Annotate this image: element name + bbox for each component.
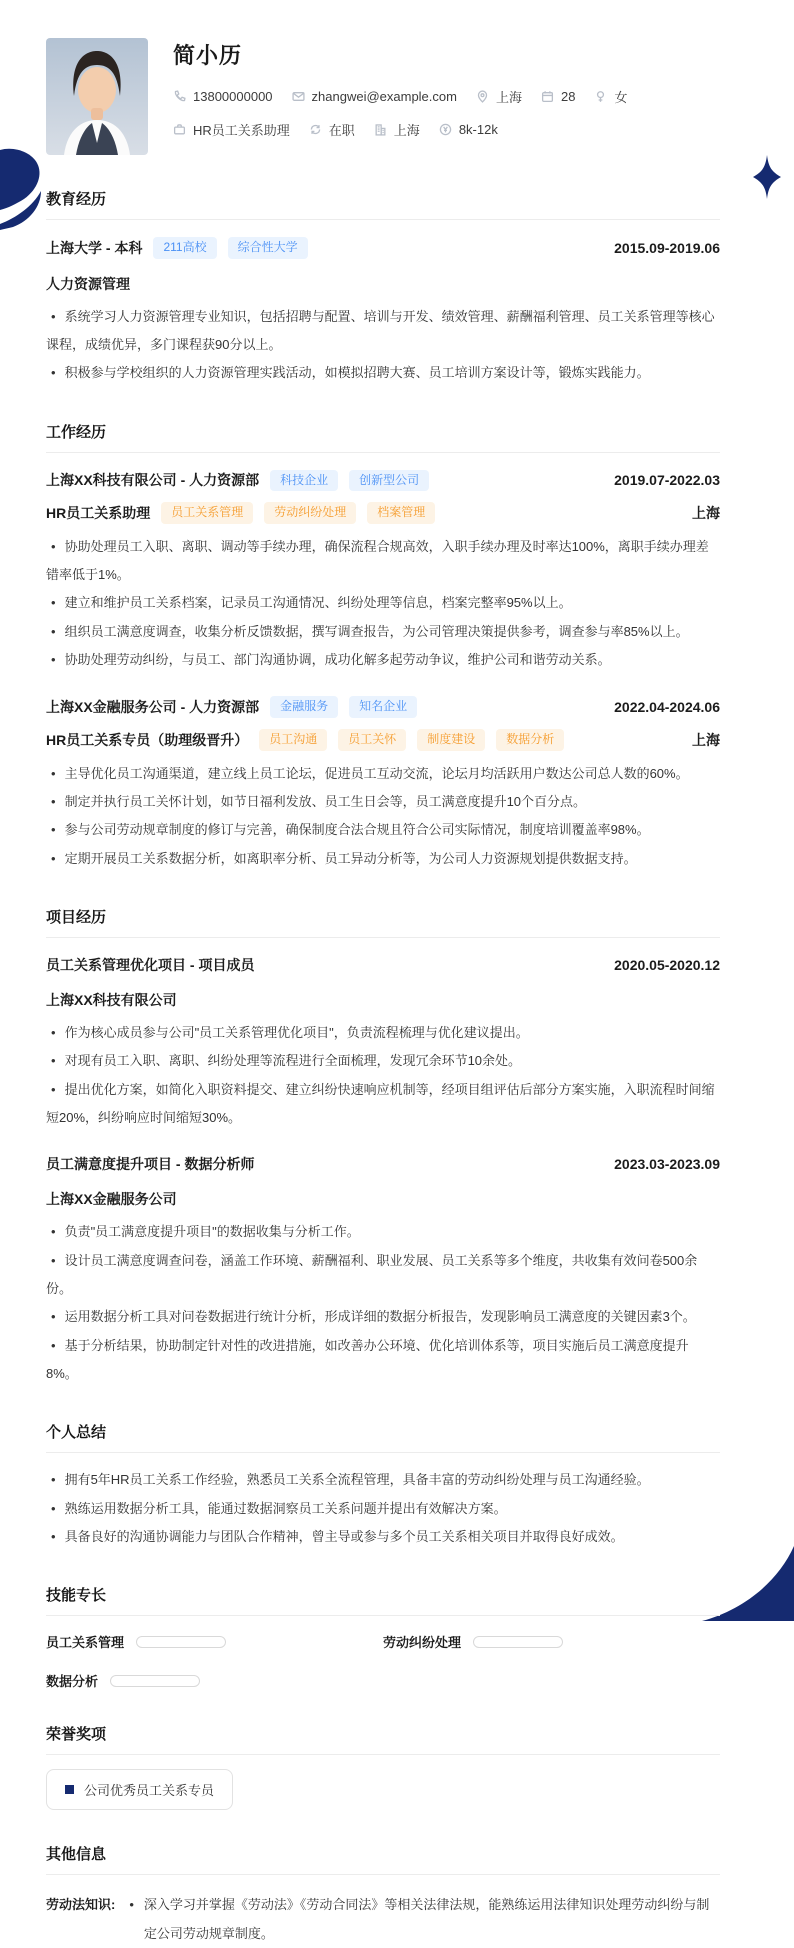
project-entry [46, 955, 720, 1132]
contact-gender: 女 [594, 87, 627, 106]
contact-row-1 [173, 87, 627, 106]
contact-age: 28 [541, 89, 575, 104]
job-bullet: • 定期开展员工关系数据分析，如离职率分析、员工异动分析等，为公司人力资源规划提供数据支持。 [51, 850, 637, 866]
skill-progress-bar [110, 1675, 200, 1687]
section-heading: 工作经历 [46, 421, 720, 453]
project-bullet: • 作为核心成员参与公司"员工关系管理优化项目"，负责流程梳理与优化建议提出。 [51, 1024, 529, 1040]
contact-email: zhangwei@example.com [292, 89, 457, 104]
contact-phone: 13800000000 [173, 89, 273, 104]
honor-text: 公司优秀员工关系专员 [84, 1783, 215, 1799]
skill-name: 员工关系管理 [46, 1635, 125, 1651]
project-bullet: • 负责"员工满意度提升项目"的数据收集与分析工作。 [51, 1224, 360, 1240]
section-honors [46, 1723, 720, 1810]
contact-city: 上海 [374, 120, 420, 139]
section-heading: 其他信息 [46, 1843, 720, 1875]
summary-bullet: • 拥有5年HR员工关系工作经验，熟悉员工关系全流程管理，具备丰富的劳动纠纷处理与员工沟通经验。 [51, 1472, 650, 1488]
role-tag: 劳动纠纷处理 [264, 502, 356, 524]
job-entry [46, 470, 720, 675]
education-bullet: • 积极参与学校组织的人力资源管理实践活动，如模拟招聘大赛、员工培训方案设计等，锻炼实践能力。 [51, 365, 650, 381]
role-tag: 员工沟通 [259, 729, 327, 751]
job-bullet: • 建立和维护员工关系档案，记录员工沟通情况、纠纷处理等信息，档案完整率95%以上。 [51, 595, 572, 611]
project-company: 上海XX科技有限公司 [46, 991, 177, 1008]
section-work [46, 421, 720, 873]
job-role: HR员工关系助理 [46, 504, 151, 521]
other-info-label: 劳动法知识: [46, 1897, 116, 1913]
section-heading: 项目经历 [46, 906, 720, 938]
project-bullet: • 对现有员工入职、离职、纠纷处理等流程进行全面梳理，发现冗余环节10余处。 [51, 1053, 522, 1069]
honor-badge [46, 1769, 233, 1810]
section-heading: 个人总结 [46, 1421, 720, 1453]
contact-status: 在职 [309, 120, 355, 139]
role-tag: 制度建设 [417, 729, 485, 751]
job-location: 上海 [692, 504, 720, 521]
other-info-text: 深入学习并掌握《劳动法》《劳动合同法》等相关法律法规，能熟练运用法律知识处理劳动纠纷与制定公司劳动规章制度。 [143, 1897, 710, 1941]
job-bullet: • 制定并执行员工关怀计划，如节日福利发放、员工生日会等，员工满意度提升10个百分点。 [51, 793, 587, 809]
job-bullet: • 组织员工满意度调查，收集分析反馈数据，撰写调查报告，为公司管理决策提供参考，调查参与率85%以上。 [51, 623, 689, 639]
company-name: 上海XX金融服务公司 - 人力资源部 [46, 699, 260, 716]
profile-photo [46, 38, 148, 155]
section-education [46, 188, 720, 388]
school-tag: 综合性大学 [228, 237, 308, 259]
phone-icon [173, 90, 186, 103]
school-tag: 211高校 [153, 237, 216, 259]
skill-name: 劳动纠纷处理 [383, 1635, 462, 1651]
section-summary [46, 1421, 720, 1551]
company-tag: 知名企业 [349, 696, 417, 718]
age-calendar-icon [541, 90, 554, 103]
project-title: 员工满意度提升项目 - 数据分析师 [46, 1156, 255, 1173]
project-bullet: • 运用数据分析工具对问卷数据进行统计分析，形成详细的数据分析报告，发现影响员工满意度的关键因素3个。 [51, 1309, 696, 1325]
job-bullet: • 协助处理劳动纠纷，与员工、部门沟通协调，成功化解多起劳动争议，维护公司和谐劳动关系。 [51, 652, 611, 668]
project-bullet: • 设计员工满意度调查问卷，涵盖工作环境、薪酬福利、职业发展、员工关系等多个维度，共收集有效问卷500余份。 [46, 1252, 698, 1296]
role-tag: 员工关系管理 [161, 502, 253, 524]
project-date: 2023.03-2023.09 [614, 1156, 720, 1173]
other-info-row: 劳动法知识: • 深入学习并掌握《劳动法》《劳动合同法》等相关法律法规，能熟练运用法律知识处理劳动纠纷与制定公司劳动规章制度。 [46, 1891, 720, 1948]
section-heading: 技能专长 [46, 1584, 720, 1616]
company-name: 上海XX科技有限公司 - 人力资源部 [46, 472, 260, 489]
skill-item [383, 1632, 720, 1651]
skill-name: 数据分析 [46, 1674, 99, 1690]
skill-progress-bar [136, 1636, 226, 1648]
company-tag: 科技企业 [270, 470, 338, 492]
project-bullet: • 基于分析结果，协助制定针对性的改进措施，如改善办公环境、优化培训体系等，项目实施后员工满意度提升8%。 [46, 1337, 689, 1381]
major-name: 人力资源管理 [46, 275, 130, 292]
section-heading: 荣誉奖项 [46, 1723, 720, 1755]
candidate-name: 简小历 [173, 43, 243, 68]
contact-salary: 8k-12k [439, 122, 498, 137]
company-tag: 创新型公司 [349, 470, 429, 492]
location-pin-icon [476, 90, 489, 103]
role-tag: 数据分析 [496, 729, 564, 751]
job-date: 2019.07-2022.03 [614, 472, 720, 489]
summary-bullet: • 具备良好的沟通协调能力与团队合作精神，曾主导或参与多个员工关系相关项目并取得良好成效。 [51, 1528, 624, 1544]
section-skills [46, 1584, 720, 1690]
project-date: 2020.05-2020.12 [614, 956, 720, 973]
gender-icon [594, 90, 607, 103]
job-date: 2022.04-2024.06 [614, 699, 720, 716]
role-tag: 档案管理 [367, 502, 435, 524]
role-tag: 员工关怀 [338, 729, 406, 751]
project-company: 上海XX金融服务公司 [46, 1191, 177, 1208]
contact-location: 上海 [476, 87, 522, 106]
square-bullet-icon [65, 1785, 74, 1794]
skill-item [46, 1632, 383, 1651]
school-name: 上海大学 - 本科 [46, 239, 143, 256]
summary-bullet: • 熟练运用数据分析工具，能通过数据洞察员工关系问题并提出有效解决方案。 [51, 1500, 507, 1516]
email-icon [292, 90, 305, 103]
contact-row-2 [173, 120, 627, 139]
contact-job-title: HR员工关系助理 [173, 120, 290, 139]
job-bullet: • 主导优化员工沟通渠道，建立线上员工论坛，促进员工互动交流，论坛月均活跃用户数达公司总人数的60%。 [51, 765, 689, 781]
job-location: 上海 [692, 731, 720, 748]
education-bullet: • 系统学习人力资源管理专业知识，包括招聘与配置、培训与开发、绩效管理、薪酬福利管理、员工关系管理等核心课程，成绩优异，多门课程获90分以上。 [46, 308, 715, 352]
job-bullet: • 参与公司劳动规章制度的修订与完善，确保制度合法合规且符合公司实际情况，制度培训覆盖率98%。 [51, 822, 650, 838]
job-bullet: • 协助处理员工入职、离职、调动等手续办理，确保流程合规高效，入职手续办理及时率达100%，离职手续办理差错率低于1%。 [46, 538, 709, 583]
project-entry [46, 1154, 720, 1388]
section-heading: 教育经历 [46, 188, 720, 220]
resume-header [46, 38, 720, 155]
status-sync-icon [309, 123, 322, 136]
salary-yuan-icon [439, 123, 452, 136]
job-entry [46, 696, 720, 873]
section-projects [46, 906, 720, 1388]
section-other [46, 1843, 720, 1948]
project-bullet: • 提出优化方案，如简化入职资料提交、建立纠纷快速响应机制等，经项目组评估后部分方案实施，入职流程时间缩短20%，纠纷响应时间缩短30%。 [46, 1081, 715, 1125]
skill-item [46, 1671, 383, 1690]
skill-progress-bar [473, 1636, 563, 1648]
company-tag: 金融服务 [270, 696, 338, 718]
education-date: 2015.09-2019.06 [614, 239, 720, 256]
briefcase-icon [173, 123, 186, 136]
building-icon [374, 123, 387, 136]
job-role: HR员工关系专员（助理级晋升） [46, 731, 249, 748]
project-title: 员工关系管理优化项目 - 项目成员 [46, 956, 255, 973]
